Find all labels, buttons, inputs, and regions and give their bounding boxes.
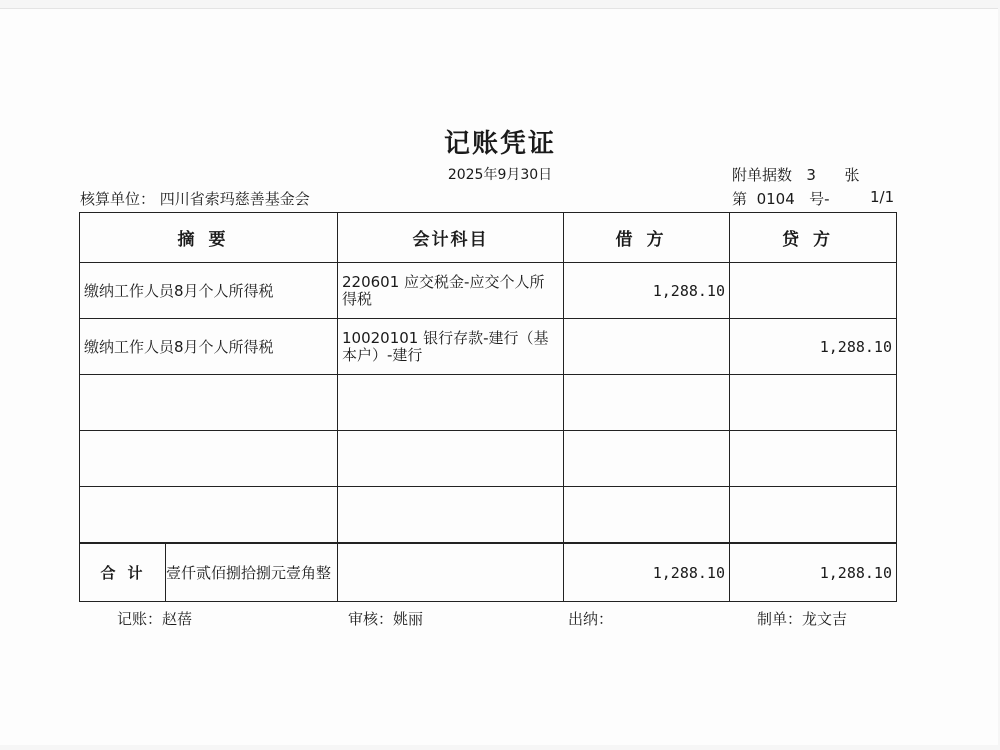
row-credit [730, 263, 897, 319]
attachments-count: 3 [806, 166, 816, 184]
table-row [80, 263, 897, 319]
row-subject: 10020101 银行存款-建行（基本户）-建行 [338, 319, 564, 375]
bookkeeper-label: 记账： [117, 610, 163, 628]
row-subject [338, 487, 564, 544]
row-summary: 缴纳工作人员8月个人所得税 [80, 263, 338, 319]
total-credit: 1,288.10 [730, 543, 897, 602]
attachments-info [732, 164, 860, 185]
voucher-title: 记账凭证 [443, 129, 556, 159]
cashier-label: 出纳： [568, 610, 614, 628]
footer-reviewer [348, 608, 423, 629]
voucher-suffix: 号- [809, 190, 830, 208]
total-amount-words: 壹仟贰佰捌拾捌元壹角整 [166, 564, 332, 582]
row-summary [80, 431, 338, 487]
bookkeeper-name: 赵蓓 [162, 610, 193, 628]
table-row [80, 431, 897, 487]
voucher-paper [0, 8, 998, 745]
row-credit [730, 375, 897, 431]
header-debit: 借方 [564, 213, 730, 263]
table-header-row [80, 213, 897, 263]
voucher-number-info [732, 188, 829, 209]
row-subject [338, 431, 564, 487]
preparer-name: 龙文吉 [802, 610, 848, 628]
row-credit [730, 487, 897, 544]
row-debit [564, 375, 730, 431]
reviewer-name: 姚丽 [393, 610, 424, 628]
attachments-label: 附单据数 [732, 166, 793, 184]
total-cell [80, 543, 338, 602]
table-row [80, 375, 897, 431]
header-subject: 会计科目 [338, 213, 564, 263]
row-debit [564, 319, 730, 375]
row-debit [564, 431, 730, 487]
footer-cashier [568, 608, 613, 629]
preparer-label: 制单： [757, 610, 803, 628]
voucher-date: 2025年9月30日 [447, 167, 553, 183]
page-number: 1/1 [870, 188, 895, 206]
total-subject-cell [338, 543, 564, 602]
unit-label: 核算单位： [80, 190, 156, 208]
row-credit: 1,288.10 [730, 319, 897, 375]
total-debit: 1,288.10 [564, 543, 730, 602]
row-subject: 220601 应交税金-应交个人所得税 [338, 263, 564, 319]
total-label: 合计 [80, 544, 166, 601]
header-summary: 摘要 [80, 213, 338, 263]
voucher-table [79, 212, 897, 602]
table-row [80, 319, 897, 375]
row-summary: 缴纳工作人员8月个人所得税 [80, 319, 338, 375]
total-row [80, 543, 897, 602]
row-summary [80, 375, 338, 431]
voucher-prefix: 第 [732, 190, 748, 208]
accounting-unit [80, 188, 310, 209]
row-subject [338, 375, 564, 431]
footer-preparer [757, 608, 847, 629]
row-summary [80, 487, 338, 544]
row-credit [730, 431, 897, 487]
header-credit: 贷方 [730, 213, 897, 263]
reviewer-label: 审核： [348, 610, 394, 628]
row-debit: 1,288.10 [564, 263, 730, 319]
row-debit [564, 487, 730, 544]
table-row [80, 487, 897, 544]
attachments-unit: 张 [844, 166, 860, 184]
voucher-number: 0104 [756, 190, 795, 208]
unit-name: 四川省索玛慈善基金会 [159, 190, 310, 208]
footer-bookkeeper [117, 608, 192, 629]
